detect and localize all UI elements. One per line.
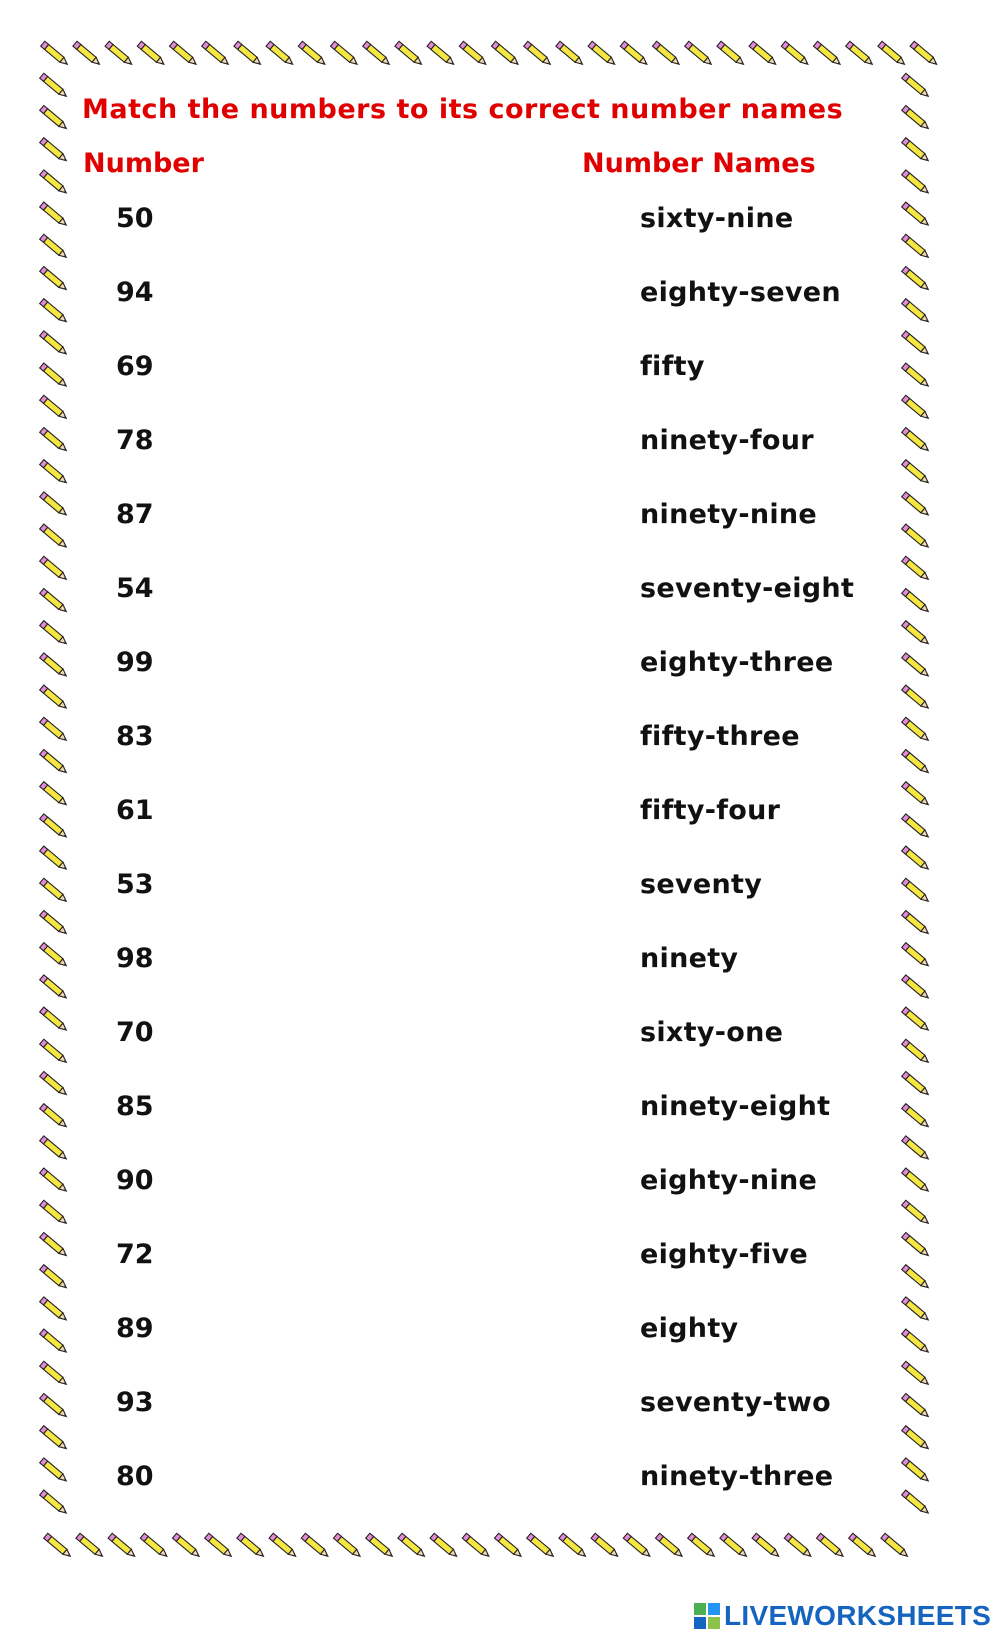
number-item: 87 [116,499,154,530]
pencil-icon [395,41,424,66]
pencil-icon [902,1007,931,1032]
number-name-item: seventy-two [640,1387,831,1418]
number-name-item: eighty-three [640,647,834,678]
pencil-icon [40,556,69,581]
number-item: 93 [116,1387,154,1418]
pencil-icon [902,1039,931,1064]
pencil-icon [234,41,263,66]
pencil-icon [813,41,842,66]
pencil-icon [902,1136,931,1161]
number-item: 61 [116,795,154,826]
pencil-icon [720,1533,749,1558]
pencil-icon [902,1232,931,1257]
pencil-icon [902,1426,931,1451]
number-item: 94 [116,277,154,308]
pencil-icon [902,717,931,742]
pencil-icon [40,427,69,452]
pencil-icon [902,299,931,324]
brand-text: LIVEWORKSHEETS [724,1600,992,1631]
pencil-icon [40,331,69,356]
pencil-icon [40,266,69,291]
pencil-icon [902,910,931,935]
pencil-icon [40,1490,69,1515]
pencil-icon [902,943,931,968]
pencil-icon [902,492,931,517]
pencil-icon [902,524,931,549]
pencil-icon [40,1265,69,1290]
pencil-icon [330,41,359,66]
pencil-icon [40,1168,69,1193]
pencil-icon [105,41,134,66]
pencil-icon [620,41,649,66]
pencil-icon [902,749,931,774]
pencil-icon [40,202,69,227]
number-item: 78 [116,425,154,456]
number-name-item: sixty-one [640,1017,784,1048]
pencil-icon [881,1533,910,1558]
pencil-icon [688,1533,717,1558]
number-name-item: ninety [640,943,739,974]
pencil-icon [816,1533,845,1558]
pencil-icon [524,41,553,66]
worksheet-title: Match the numbers to its correct number names [82,94,844,125]
pencil-icon [902,1458,931,1483]
pencil-icon [910,41,939,66]
pencil-icon [108,1533,137,1558]
pencil-icon [40,975,69,1000]
pencil-icon [40,492,69,517]
pencil-icon [902,363,931,388]
pencil-icon [40,105,69,130]
pencil-icon [40,1071,69,1096]
pencil-icon [902,1104,931,1129]
pencil-icon [784,1533,813,1558]
pencil-icon [73,41,102,66]
pencil-icon [902,653,931,678]
pencil-icon [591,1533,620,1558]
pencil-icon [902,1200,931,1225]
pencil-icon [902,814,931,839]
pencil-icon [781,41,810,66]
pencil-icon [902,685,931,710]
number-name-item: eighty-five [640,1239,809,1270]
pencil-icon [902,588,931,613]
pencil-icon [40,363,69,388]
pencil-icon [40,1104,69,1129]
pencil-icon [40,749,69,774]
pencil-icon [40,299,69,324]
pencil-icon [902,395,931,420]
number-name-item: eighty [640,1313,739,1344]
pencil-icon [40,1007,69,1032]
pencil-icon [902,621,931,646]
pencil-icon [902,556,931,581]
pencil-icon [205,1533,234,1558]
number-item: 69 [116,351,154,382]
pencil-icon [40,1426,69,1451]
pencil-icon [902,1329,931,1354]
liveworksheets-logo[interactable] [694,1596,991,1636]
pencil-icon [40,588,69,613]
pencil-icon [298,41,327,66]
pencil-icon [40,814,69,839]
pencil-icon [902,427,931,452]
pencil-icon [430,1533,459,1558]
pencil-icon [902,846,931,871]
pencil-icon [902,1071,931,1096]
pencil-icon [237,1533,266,1558]
pencil-icon [41,41,70,66]
pencil-icon [40,1232,69,1257]
number-item: 70 [116,1017,154,1048]
pencil-icon [878,41,907,66]
pencil-icon [494,1533,523,1558]
pencil-icon [902,105,931,130]
pencil-icon [40,460,69,485]
number-item: 80 [116,1461,154,1492]
pencil-icon [366,1533,395,1558]
pencil-icon [902,1265,931,1290]
pencil-icon [137,41,166,66]
pencil-icon [40,1039,69,1064]
number-item: 90 [116,1165,154,1196]
pencil-icon [902,73,931,98]
number-name-item: ninety-four [640,425,814,456]
pencil-icon [40,653,69,678]
pencil-icon [462,1533,491,1558]
pencil-icon [40,717,69,742]
pencil-icon [169,41,198,66]
pencil-icon [40,1329,69,1354]
number-name-item: sixty-nine [640,203,794,234]
pencil-icon [749,41,778,66]
pencil-icon [902,1361,931,1386]
pencil-icon [40,138,69,163]
liveworksheets-icon [694,1603,720,1629]
pencil-icon [559,1533,588,1558]
pencil-icon [40,685,69,710]
pencil-icon [44,1533,73,1558]
pencil-icon [40,73,69,98]
pencil-icon [40,910,69,935]
pencil-icon [902,975,931,1000]
pencil-icon [398,1533,427,1558]
number-item: 98 [116,943,154,974]
pencil-icon [40,1297,69,1322]
number-name-item: ninety-nine [640,499,818,530]
pencil-icon [652,41,681,66]
pencil-icon [40,1136,69,1161]
pencil-icon [40,1458,69,1483]
pencil-icon [40,943,69,968]
pencil-icon [491,41,520,66]
pencil-icon [76,1533,105,1558]
number-name-item: fifty-four [640,795,781,826]
number-item: 50 [116,203,154,234]
pencil-icon [902,1168,931,1193]
pencil-icon [202,41,231,66]
number-name-item: eighty-nine [640,1165,818,1196]
pencil-icon [902,170,931,195]
number-item: 89 [116,1313,154,1344]
pencil-icon [685,41,714,66]
pencil-icon [902,234,931,259]
number-item: 72 [116,1239,154,1270]
number-item: 53 [116,869,154,900]
pencil-icon [556,41,585,66]
number-names-column-header: Number Names [582,148,816,179]
pencil-icon [266,41,295,66]
pencil-icon [623,1533,652,1558]
number-name-item: ninety-eight [640,1091,831,1122]
pencil-icon [902,331,931,356]
pencil-icon [902,202,931,227]
number-name-item: fifty-three [640,721,800,752]
number-name-item: ninety-three [640,1461,834,1492]
pencil-icon [333,1533,362,1558]
number-item: 54 [116,573,154,604]
pencil-icon [902,138,931,163]
pencil-icon [40,395,69,420]
pencil-icon [752,1533,781,1558]
pencil-icon [40,524,69,549]
pencil-icon [902,1490,931,1515]
number-item: 85 [116,1091,154,1122]
pencil-icon [40,234,69,259]
pencil-icon [172,1533,201,1558]
pencil-icon [427,41,456,66]
pencil-icon [902,878,931,903]
pencil-icon [717,41,746,66]
pencil-icon [40,170,69,195]
pencil-icon [655,1533,684,1558]
pencil-icon [902,460,931,485]
pencil-icon [902,1297,931,1322]
pencil-icon [902,782,931,807]
pencil-icon [40,621,69,646]
pencil-icon [459,41,488,66]
number-item: 99 [116,647,154,678]
number-column-header: Number [83,148,204,179]
pencil-icon [588,41,617,66]
number-item: 83 [116,721,154,752]
pencil-icon [269,1533,298,1558]
pencil-icon [301,1533,330,1558]
pencil-icon [40,1200,69,1225]
pencil-icon [846,41,875,66]
pencil-icon [363,41,392,66]
pencil-icon [40,1361,69,1386]
pencil-icon [902,1393,931,1418]
pencil-icon [527,1533,556,1558]
pencil-icon [40,846,69,871]
number-name-item: fifty [640,351,705,382]
pencil-icon [140,1533,169,1558]
pencil-icon [902,266,931,291]
pencil-icon [849,1533,878,1558]
pencil-icon [40,782,69,807]
number-name-item: seventy [640,869,763,900]
number-name-item: eighty-seven [640,277,841,308]
pencil-icon [40,1393,69,1418]
number-name-item: seventy-eight [640,573,855,604]
pencil-icon [40,878,69,903]
